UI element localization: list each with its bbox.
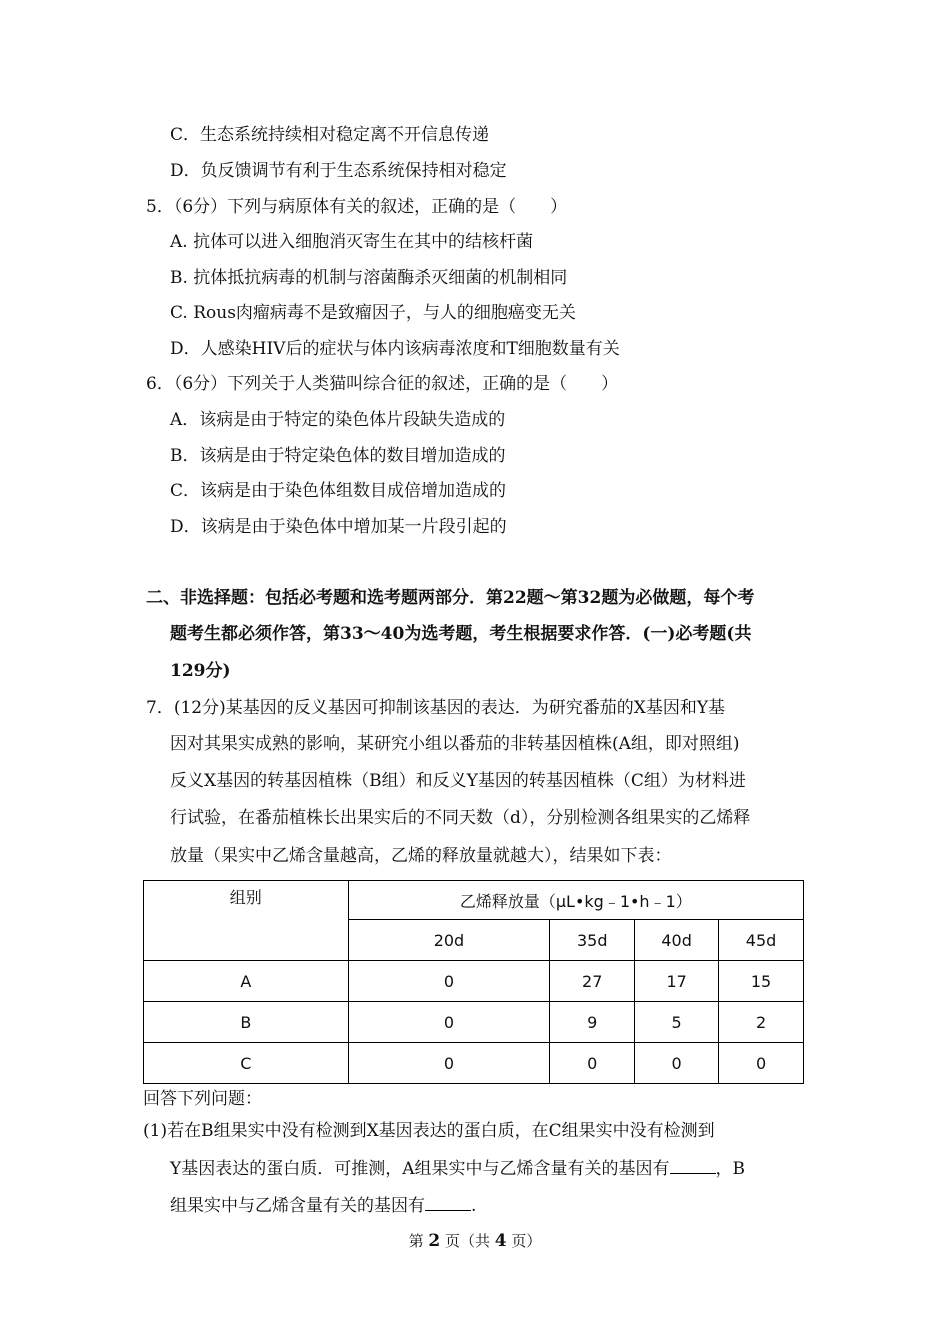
q6-stem: 6．（6分）下列关于人类猫叫综合征的叙述，正确的是（ ） <box>146 374 619 394</box>
q6-option-c: C．该病是由于染色体组数目成倍增加造成的 <box>170 481 507 501</box>
page-footer <box>0 1230 950 1251</box>
q6-option-b: B．该病是由于特定染色体的数目增加造成的 <box>170 446 506 466</box>
value-cell: 0 <box>550 1043 635 1084</box>
day-header: 40d <box>635 920 719 961</box>
value-cell: 2 <box>719 1002 804 1043</box>
answer-intro: 回答下列问题： <box>143 1089 262 1109</box>
footer-total-pages: 4 <box>494 1231 507 1251</box>
q7-sub1-line3 <box>170 1194 476 1217</box>
value-cell: 0 <box>635 1043 719 1084</box>
value-cell: 5 <box>635 1002 719 1043</box>
q7-sub1-line2-text: Y基因表达的蛋白质．可推测，A组果实中与乙烯含量有关的基因有 <box>170 1159 670 1179</box>
answer-blank <box>670 1157 716 1174</box>
day-header: 45d <box>719 920 804 961</box>
group-cell: C <box>144 1043 349 1084</box>
footer-page-number: 2 <box>428 1231 441 1251</box>
footer-prefix: 第 <box>408 1232 424 1250</box>
q5-stem: 5．（6分）下列与病原体有关的叙述，正确的是（ ） <box>146 197 568 217</box>
q5-option-a: A. 抗体可以进入细胞消灭寄生在其中的结核杆菌 <box>170 232 534 252</box>
value-cell: 0 <box>348 1043 550 1084</box>
footer-suffix: 页） <box>511 1232 542 1250</box>
section2-heading-line1: 二、非选择题：包括必考题和选考题两部分．第22题～第32题为必做题，每个考 <box>146 588 755 608</box>
q7-stem-line5: 放量（果实中乙烯含量越高，乙烯的释放量就越大），结果如下表： <box>170 846 672 866</box>
answer-blank <box>425 1194 471 1211</box>
q7-sub1-line2-tail: ，B <box>715 1159 745 1179</box>
section2-heading-line3: 129分) <box>170 661 231 681</box>
footer-mid: 页（共 <box>444 1232 490 1250</box>
table-row <box>144 961 804 1002</box>
q6-option-d: D．该病是由于染色体中增加某一片段引起的 <box>170 517 507 537</box>
group-cell: B <box>144 1002 349 1043</box>
q7-sub1-line3-text: 组果实中与乙烯含量有关的基因有 <box>170 1196 425 1216</box>
q7-stem-line3: 反义X基因的转基因植株（B组）和反义Y基因的转基因植株（C组）为材料进 <box>170 771 746 791</box>
day-header: 20d <box>348 920 550 961</box>
value-cell: 0 <box>348 961 550 1002</box>
group-cell: A <box>144 961 349 1002</box>
value-cell: 27 <box>550 961 635 1002</box>
value-cell: 0 <box>348 1002 550 1043</box>
q5-option-c: C. Rous肉瘤病毒不是致瘤因子，与人的细胞癌变无关 <box>170 303 576 323</box>
q5-option-d: D．人感染HIV后的症状与体内该病毒浓度和T细胞数量有关 <box>170 339 620 359</box>
q4-option-c: C．生态系统持续相对稳定离不开信息传递 <box>170 125 490 145</box>
q5-option-b: B. 抗体抵抗病毒的机制与溶菌酶杀灭细菌的机制相同 <box>170 268 568 288</box>
q7-stem-line2: 因对其果实成熟的影响，某研究小组以番茄的非转基因植株(A组，即对照组) <box>170 734 740 754</box>
q7-stem-line4: 行试验，在番茄植株长出果实后的不同天数（d），分别检测各组果实的乙烯释 <box>170 808 751 828</box>
q6-option-a: A．该病是由于特定的染色体片段缺失造成的 <box>170 410 506 430</box>
value-cell: 9 <box>550 1002 635 1043</box>
group-header: 组别 <box>144 881 349 961</box>
q4-option-d: D．负反馈调节有利于生态系统保持相对稳定 <box>170 161 507 181</box>
section2-heading-line2: 题考生都必须作答，第33～40为选考题，考生根据要求作答．(一)必考题(共 <box>170 624 752 644</box>
q7-stem-line1: 7．(12分)某基因的反义基因可抑制该基因的表达．为研究番茄的X基因和Y基 <box>146 698 726 718</box>
value-cell: 17 <box>635 961 719 1002</box>
q7-sub1-line2 <box>170 1157 745 1180</box>
table-row <box>144 1002 804 1043</box>
table-row <box>144 1043 804 1084</box>
q7-sub1-line3-tail: . <box>471 1196 477 1216</box>
value-cell: 15 <box>719 961 804 1002</box>
ethylene-table <box>143 880 804 1084</box>
value-cell: 0 <box>719 1043 804 1084</box>
q7-sub1-line1: (1)若在B组果实中没有检测到X基因表达的蛋白质，在C组果实中没有检测到 <box>143 1121 715 1141</box>
day-header: 35d <box>550 920 635 961</box>
ethylene-header: 乙烯释放量（μL•kg﹣1•h﹣1） <box>348 881 803 920</box>
